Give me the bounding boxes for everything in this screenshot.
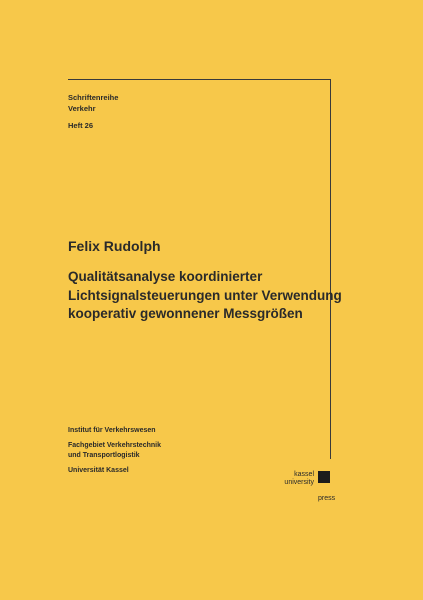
institute-name: Institut für Verkehrswesen [68,427,156,434]
book-title [68,268,342,324]
publisher-line2: university [284,479,314,486]
institute-info [68,426,161,476]
book-title-line3: kooperativ gewonnener Messgrößen [68,306,303,321]
series-issue: Heft 26 [68,121,94,130]
department-line2: und Transportlogistik [68,452,140,459]
series-info [68,92,118,131]
department-line1: Fachgebiet Verkehrstechnik [68,442,161,449]
publisher-line3: press [318,495,336,502]
book-title-line1: Qualitätsanalyse koordinierter [68,269,263,284]
series-name-line2: Verkehr [68,104,96,113]
publisher-logo-square-icon [318,471,330,483]
publisher-logo-text [264,471,314,487]
frame-line-top [68,79,331,80]
university-name: Universität Kassel [68,467,129,474]
book-title-line2: Lichtsignalsteuerungen unter Verwendung [68,287,342,303]
author-name: Felix Rudolph [68,238,161,254]
publisher-line1: kassel [294,471,314,478]
series-name-line1: Schriftenreihe [68,93,119,102]
